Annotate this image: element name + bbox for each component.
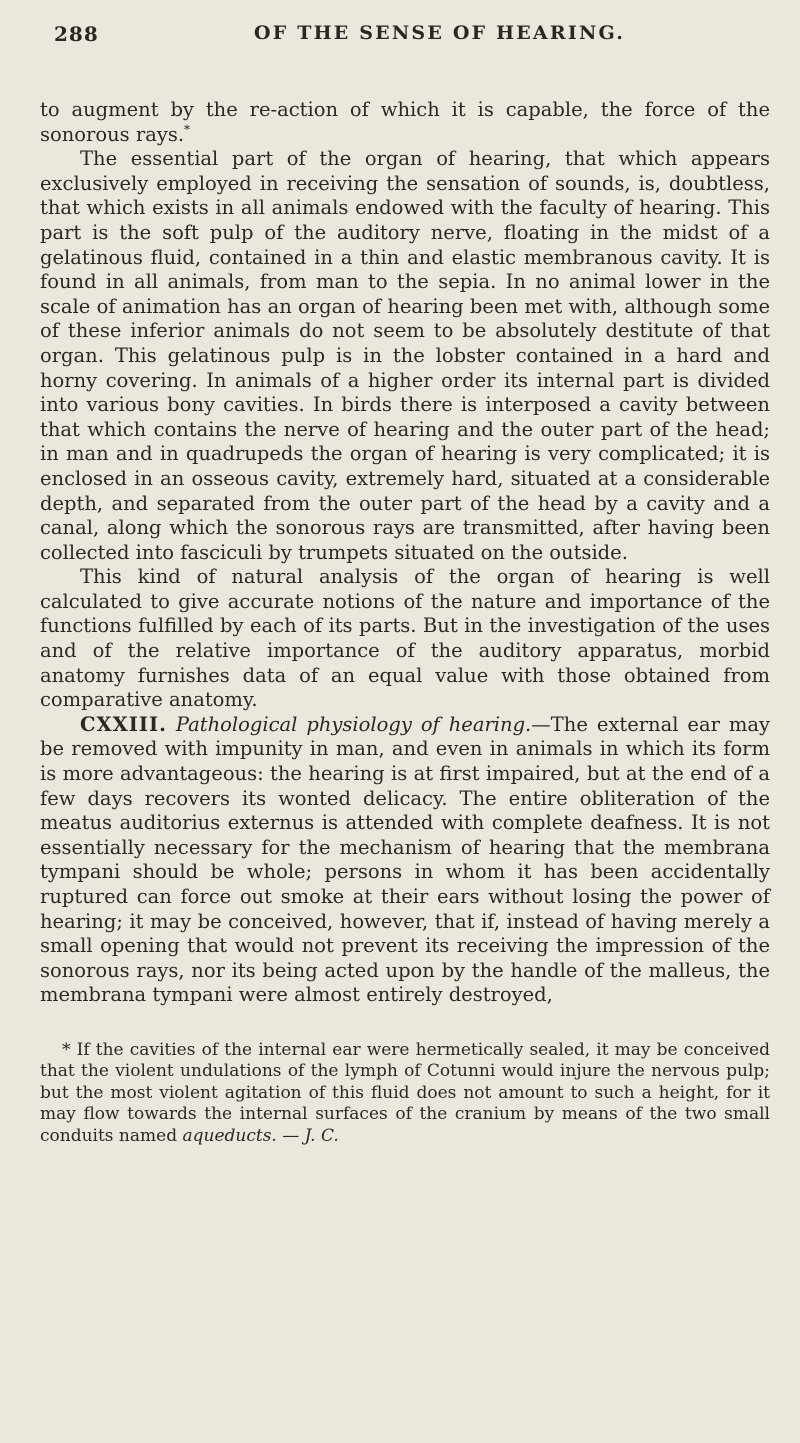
paragraph-continuation: [40, 98, 770, 147]
footnote-reference: *: [184, 122, 191, 137]
section-title: Pathological physiology of hearing.: [175, 712, 532, 736]
paragraph: This kind of natural analysis of the organ of hearing is well calculated to give accurate notions of the nature and importance of the functions fulfilled by each of its parts. But in the investigation of the uses and of the relative importance of the auditory apparatus, morbid anatomy furnishes data of an equal value with those obtained from comparative anatomy.: [40, 565, 770, 712]
section-paragraph: [40, 713, 770, 1008]
paragraph-text: —The external ear may be removed with impunity in man, and even in animals in which its form is more advantageous: the hearing is at first impaired, but at the end of a few days recovers its wonted delicacy. The entire obliteration of the meatus auditorius externus is attended with complete deafness. It is not essentially necessary for the mechanism of hearing that the membrana tympani should be whole; persons in whom it has been accidentally ruptured can force out smoke at their ears without losing the power of hearing; it may be conceived, however, that if, instead of having merely a small opening that would not prevent its receiving the impression of the sonorous rays, nor its being acted upon by the handle of the malleus, the membrana tympani were almost entirely destroyed,: [40, 712, 771, 1007]
footnote-text: If the cavities of the internal ear were hermetically sealed, it may be conceived that the violent undulations of the lymph of Cotunni would injure the nervous pulp; but the most violent agitation of this fluid does not amount to such a height, for it may flow towards the internal surfaces of the cranium by means of the two small conduits named: [40, 1039, 770, 1146]
page-number: 288: [54, 22, 99, 46]
footnote-mark: *: [62, 1039, 71, 1060]
footnote-signature: — J. C.: [282, 1125, 339, 1146]
body-text: [40, 98, 770, 1008]
running-title: OF THE SENSE OF HEARING.: [254, 22, 626, 44]
section-number: CXXIII.: [80, 712, 167, 736]
paragraph: The essential part of the organ of hearing, that which appears exclusively employed in receiving the sensation of sounds, is, doubtless, that which exists in all animals endowed with the faculty of hearing. This part is the soft pulp of the auditory nerve, floating in the midst of a gelatinous fluid, contained in a thin and elastic membranous cavity. It is found in all animals, from man to the sepia. In no animal lower in the scale of animation has an organ of hearing been met with, although some of these inferior animals do not seem to be absolutely destitute of that organ. This gelatinous pulp is in the lobster contained in a hard and horny covering. In animals of a higher order its internal part is divided into various bony cavities. In birds there is interposed a cavity between that which contains the nerve of hearing and the outer part of the head; in man and in quadrupeds the organ of hearing is very complicated; it is enclosed in an osseous cavity, extremely hard, situated at a considerable depth, and separated from the outer part of the head by a cavity and a canal, along which the sonorous rays are transmitted, after having been collected into fasciculi by trumpets situated on the outside.: [40, 147, 770, 564]
running-head: [40, 22, 770, 62]
footnote: [40, 1040, 770, 1148]
footnote-term: aqueducts.: [182, 1125, 277, 1146]
paragraph-text: to augment by the re-action of which it is capable, the force of the sonorous rays.: [40, 98, 770, 146]
